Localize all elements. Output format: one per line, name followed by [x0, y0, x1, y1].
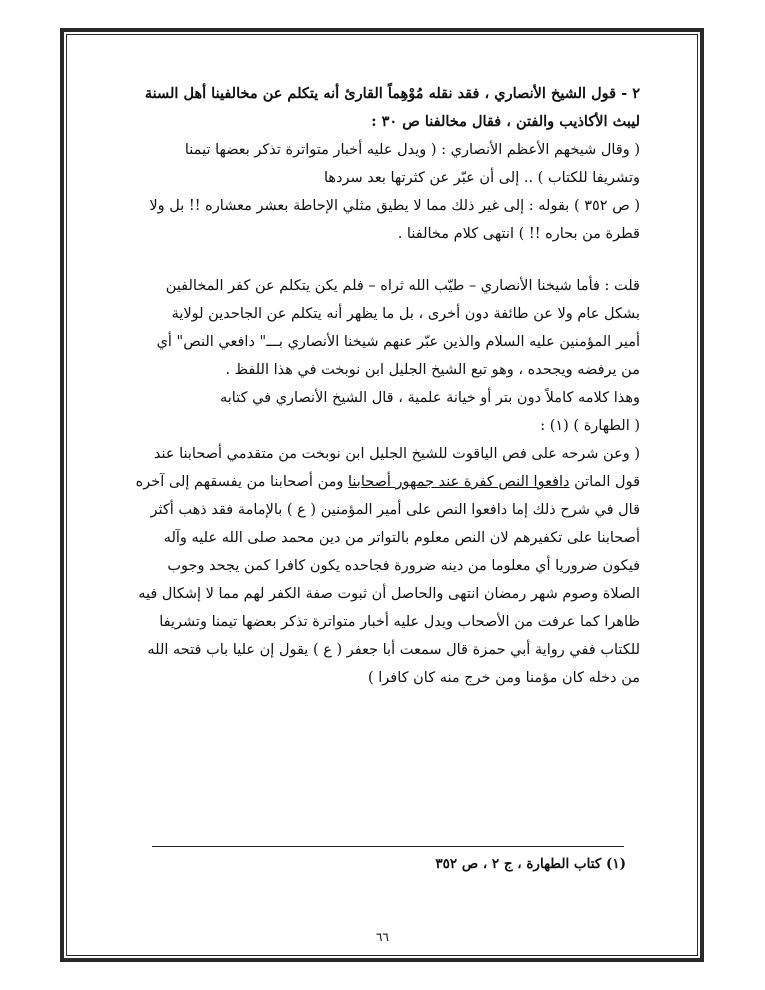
page-number: ٦٦	[376, 930, 389, 944]
quote-line: ظاهرا كما عرفت من الأصحاب ويدل عليه أخبار متواترة تذكر بعضها تيمنا وتشريفا	[159, 614, 640, 630]
quote-line: قال في شرح ذلك إما دافعوا النص على أمير المؤمنين ( ع ) بالإمامة فقد ذهب أكثر	[150, 502, 640, 518]
quote-line: للكتاب ففي رواية أبي حمزة قال سمعت أبا جعفر ( ع ) يقول إن عليا باب فتحه الله	[147, 642, 640, 658]
text-line: أمير المؤمنين عليه السلام والذين عبّر عنهم شيخنا الأنصاري بـــ" دافعي النص" أي	[156, 334, 640, 350]
text-line: بشكل عام ولا عن طائفة دون أخرى ، بل ما يظهر أنه يتكلم عن الجاحدين لولاية	[171, 306, 640, 322]
quote-line-underlined	[120, 468, 640, 496]
quote-line: ( وعن شرحه على فص الياقوت للشيخ الجليل ابن نوبخت من متقدمي أصحابنا عند	[153, 446, 640, 462]
quote-text: قول الماتن	[569, 474, 640, 490]
paragraph-gap	[120, 248, 640, 272]
page-body	[120, 80, 640, 692]
quote-line: أصحابنا على تكفيرهم لان النص معلوم بالتواتر من دين محمد صلى الله عليه وآله	[163, 530, 640, 546]
text-line: ٢ - قول الشيخ الأنصاري ، فقد نقله مُوْهِماً القارئ أنه يتكلم عن مخالفينا أهل السنة	[144, 85, 640, 102]
text-line: وتشريفا للكتاب ) .. إلى أن عبّر عن كثرتها بعد سردها	[323, 170, 640, 186]
quote-line: الصلاة وصوم شهر رمضان انتهى والحاصل أن ثبوت صفة الكفر لهم مما لا إشكال فيه	[138, 586, 640, 602]
text-line: ليبث الأكاذيب والفتن ، فقال مخالفنا ص ٣٠ :	[371, 113, 640, 130]
text-line: ( وقال شيخهم الأعظم الأنصاري : ( ويدل عليه أخبار متواترة تذكر بعضها تيمنا	[184, 142, 640, 158]
footnote-divider	[152, 846, 624, 847]
underlined-phrase: دافعوا النص كفرة عند جمهور أصحابنا	[347, 474, 570, 490]
text-line: وهذا كلامه كاملاً دون بتر أو خيانة علمية ، قال الشيخ الأنصاري في كتابه	[219, 390, 640, 406]
text-line: من يرفضه ويجحده ، وهو تبع الشيخ الجليل ابن نوبخت في هذا اللفظ .	[225, 362, 640, 378]
quote-line: فيكون ضروريا أي معلوما من دينه ضرورة فجاحده يكون كافرا كمن يجحد وجوب	[167, 558, 640, 574]
text-line: ( ص ٣٥٢ ) بقوله : إلى غير ذلك مما لا يطيق مثلي الإحاطة بعشر معشاره !! بل ولا	[149, 198, 640, 214]
text-line: قلت : فأما شيخنا الأنصاري – طيّب الله ثراه – فلم يكن يتكلم عن كفر المخالفين	[165, 278, 640, 294]
text-line: ( الطهارة ) (١) :	[540, 418, 640, 434]
footnote: (١) كتاب الطهارة ، ج ٢ ، ص ٣٥٢	[435, 856, 626, 872]
text-line: قطرة من بحاره !! ) انتهى كلام مخالفنا .	[397, 226, 640, 242]
quote-line: من دخله كان مؤمنا ومن خرج منه كان كافرا )	[367, 670, 640, 686]
quote-text: ومن أصحابنا من يفسقهم إلى آخره	[135, 474, 348, 490]
